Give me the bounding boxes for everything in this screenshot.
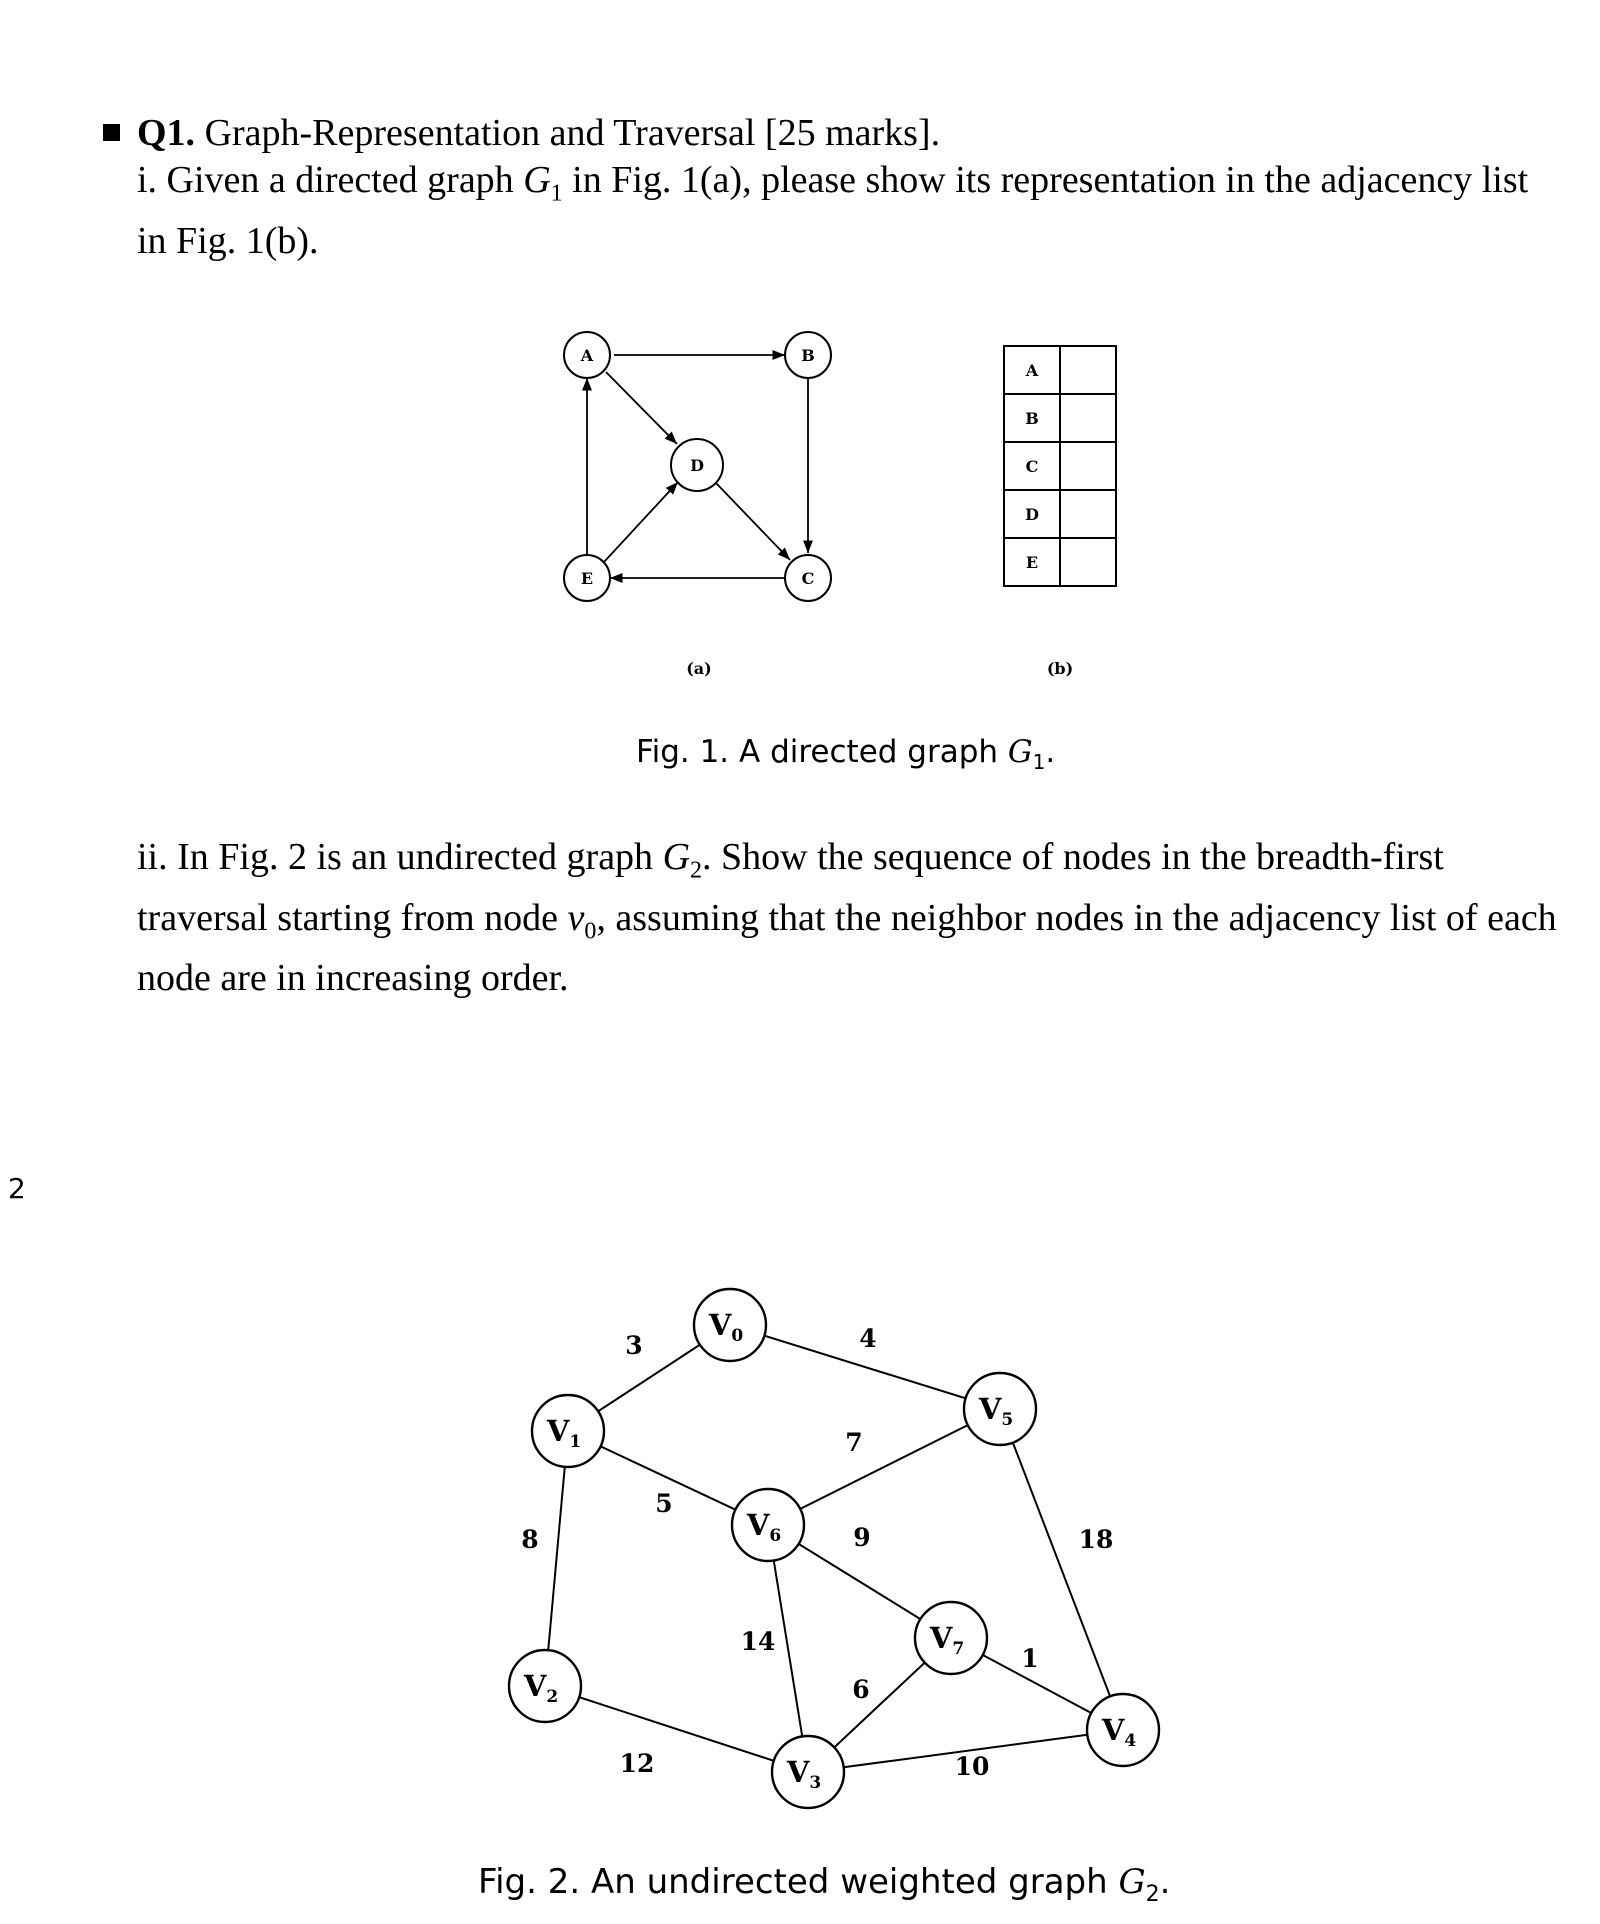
node-label-V2: $V_2$ <box>523 1669 559 1707</box>
part-i-text: i. Given a directed graph $G_1$ in Fig. 1(a), please show its representation in the adjacency list in Fig. 1(b). <box>137 159 1529 262</box>
node-label-V1: $V_1$ <box>546 1414 582 1452</box>
table-row-C: C <box>1025 457 1039 476</box>
fig1-graph <box>0 290 1600 730</box>
node-label-A: A <box>580 346 594 365</box>
node-label-C: C <box>801 569 815 588</box>
edge-weight-V7-V4: 1 <box>1021 1644 1039 1673</box>
question-title-text: Graph-Representation and Traversal [25 marks]. <box>204 112 941 154</box>
table-row-E: E <box>1025 553 1039 572</box>
node-label-E: E <box>580 569 594 588</box>
edge-weight-V0-V5: 4 <box>859 1324 877 1353</box>
bullet-icon <box>103 124 120 141</box>
fig1-label-b: (b) <box>1046 659 1074 678</box>
question-label: Q1. <box>137 112 196 154</box>
part-ii-text: ii. In Fig. 2 is an undirected graph $G_2$. Show the sequence of nodes in the breadth-first traversal starting from node $v_0$, assuming that the neighbor nodes in the adjacency list of each node are in increasing order. <box>137 836 1557 1000</box>
fig1-label-a: (a) <box>686 659 712 678</box>
edge-weight-V1-V6: 5 <box>655 1489 673 1518</box>
edge-weight-V0-V1: 3 <box>625 1331 643 1360</box>
question-title <box>137 110 1557 157</box>
edge-V1-V2 <box>545 1431 568 1686</box>
edge-weight-V2-V3: 12 <box>619 1749 655 1778</box>
adjacency-table <box>1004 346 1116 586</box>
edge-weight-V1-V2: 8 <box>521 1525 539 1554</box>
fig2-caption: Fig. 2. An undirected weighted graph $G_2$. <box>478 1862 1171 1907</box>
node-label-V6: $V_6$ <box>746 1508 782 1546</box>
node-label-V5: $V_5$ <box>978 1392 1014 1430</box>
node-label-V7: $V_7$ <box>929 1621 965 1659</box>
page-number: 2 <box>8 1172 26 1205</box>
edge-V2-V3 <box>545 1686 808 1772</box>
fig2-graph <box>0 1270 1600 1820</box>
node-label-V0: $V_0$ <box>708 1308 744 1346</box>
edge-A-D <box>606 372 677 444</box>
node-label-D: D <box>690 456 704 475</box>
edge-D-C <box>716 483 790 560</box>
node-label-V4: $V_4$ <box>1101 1713 1137 1751</box>
edge-V5-V6 <box>768 1409 1000 1525</box>
node-label-B: B <box>801 346 815 365</box>
table-row-B: B <box>1025 409 1039 428</box>
edge-weight-V6-V7: 9 <box>853 1523 871 1552</box>
edge-weight-V6-V3: 14 <box>740 1627 776 1656</box>
fig1-caption: Fig. 1. A directed graph $G_1$. <box>636 734 1056 775</box>
edge-weight-V3-V4: 10 <box>954 1752 990 1781</box>
edge-weight-V5-V4: 18 <box>1078 1525 1114 1554</box>
edge-V5-V4 <box>1000 1409 1123 1730</box>
table-row-A: A <box>1025 361 1039 380</box>
edge-weight-V7-V3: 6 <box>852 1675 870 1704</box>
edge-weight-V5-V6: 7 <box>845 1428 863 1457</box>
table-row-D: D <box>1025 505 1039 524</box>
node-label-V3: $V_3$ <box>786 1755 822 1793</box>
edge-E-D <box>604 482 678 562</box>
question-block <box>137 110 1557 265</box>
part-ii-block <box>137 834 1557 1002</box>
